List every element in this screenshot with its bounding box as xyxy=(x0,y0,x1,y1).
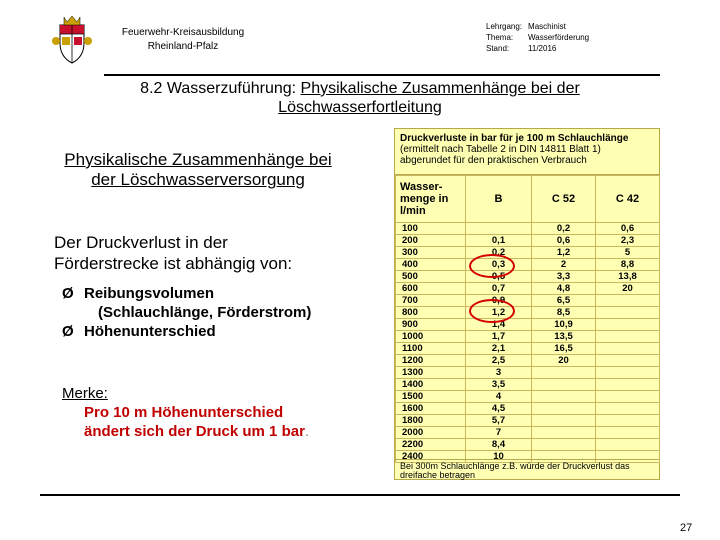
table-cell: 0,1 xyxy=(466,235,532,247)
table-cell: 2,5 xyxy=(466,355,532,367)
table-cell xyxy=(532,379,596,391)
org-line-2: Rheinland-Pfalz xyxy=(147,41,219,52)
table-cell: 10 xyxy=(466,451,532,463)
slide-title xyxy=(40,79,680,117)
table-cell xyxy=(532,367,596,379)
table-cell: 1100 xyxy=(396,343,466,355)
table-cell xyxy=(596,415,660,427)
table-cell: 0,5 xyxy=(466,271,532,283)
table-row xyxy=(396,235,660,247)
table-cell xyxy=(532,403,596,415)
meta-label: Stand: xyxy=(486,44,510,53)
org-line-1: Feuerwehr-Kreisausbildung xyxy=(121,27,245,38)
table-cell: 5 xyxy=(596,247,660,259)
table-cell: 4,8 xyxy=(532,283,596,295)
table-cell: 1,2 xyxy=(466,307,532,319)
table-cell: 1600 xyxy=(396,403,466,415)
table-cell: 1500 xyxy=(396,391,466,403)
table-row xyxy=(396,439,660,451)
table-cell: 0,2 xyxy=(466,247,532,259)
intro-line-2: Förderstrecke ist abhängig von: xyxy=(54,254,293,273)
intro-line-1: Der Druckverlust in der xyxy=(54,233,228,252)
column-header-line: menge in xyxy=(400,193,449,205)
table-heading-line-1: Druckverluste in bar für je 100 m Schlauchlänge xyxy=(400,133,629,144)
table-cell: 16,5 xyxy=(532,343,596,355)
table-row xyxy=(396,259,660,271)
meta-value: 11/2016 xyxy=(528,44,557,53)
table-cell: 6,5 xyxy=(532,295,596,307)
pressure-loss-table xyxy=(394,128,660,480)
title-prefix: 8.2 Wasserzuführung: xyxy=(140,80,301,97)
table-cell: 2000 xyxy=(396,427,466,439)
table-cell: 900 xyxy=(396,319,466,331)
table-row xyxy=(396,331,660,343)
table-cell: 600 xyxy=(396,283,466,295)
column-header-line: Wasser- xyxy=(400,181,443,193)
table-row xyxy=(396,367,660,379)
meta-label: Thema: xyxy=(486,33,514,42)
table-cell: 2400 xyxy=(396,451,466,463)
table-row xyxy=(396,283,660,295)
rheinland-pfalz-crest-icon xyxy=(50,13,94,65)
merke-end: . xyxy=(304,423,310,440)
intro-text xyxy=(54,232,292,274)
footnote-line-2: dreifache betragen xyxy=(400,470,476,480)
table-cell: 2 xyxy=(532,259,596,271)
table-header-row xyxy=(396,176,660,223)
table-cell: 4,5 xyxy=(466,403,532,415)
merke-line-1: Pro 10 m Höhenunterschied xyxy=(84,404,284,421)
column-header xyxy=(396,176,466,223)
table-cell xyxy=(596,295,660,307)
table-cell: 2,3 xyxy=(596,235,660,247)
table-cell xyxy=(596,379,660,391)
table-row xyxy=(396,295,660,307)
bullet-item xyxy=(62,284,311,303)
table-row xyxy=(396,247,660,259)
table-cell: 800 xyxy=(396,307,466,319)
bullet-text: Höhenunterschied xyxy=(84,323,216,340)
organisation-name xyxy=(108,26,258,54)
table-cell: 1,7 xyxy=(466,331,532,343)
subtitle-line-2: der Löschwasserversorgung xyxy=(91,170,305,189)
table-row xyxy=(396,319,660,331)
table-cell: 3,5 xyxy=(466,379,532,391)
table-cell: 2200 xyxy=(396,439,466,451)
table-cell: 0,6 xyxy=(596,223,660,235)
table-row xyxy=(396,355,660,367)
table-cell xyxy=(596,307,660,319)
table-row xyxy=(396,427,660,439)
footer-divider xyxy=(40,494,680,496)
table-cell: 1,4 xyxy=(466,319,532,331)
table-cell xyxy=(532,439,596,451)
table-row xyxy=(396,415,660,427)
course-meta xyxy=(486,21,595,54)
table-cell xyxy=(596,331,660,343)
table-row xyxy=(396,391,660,403)
column-header: B xyxy=(466,176,532,223)
table-cell: 100 xyxy=(396,223,466,235)
subtitle-line-1: Physikalische Zusammenhänge bei xyxy=(64,150,332,169)
table-cell: 500 xyxy=(396,271,466,283)
table-cell: 1200 xyxy=(396,355,466,367)
page-number: 27 xyxy=(680,522,693,534)
footnote-line-1: Bei 300m Schlauchlänge z.B. würde der Druckverlust das xyxy=(400,461,630,471)
table-cell: 13,8 xyxy=(596,271,660,283)
table-cell: 20 xyxy=(532,355,596,367)
table-cell: 0,9 xyxy=(466,295,532,307)
table-cell xyxy=(532,391,596,403)
table-cell xyxy=(596,427,660,439)
title-underlined-b: Löschwasserfortleitung xyxy=(278,99,442,116)
table-cell: 10,9 xyxy=(532,319,596,331)
table-cell: 8,5 xyxy=(532,307,596,319)
table-cell: 0,2 xyxy=(532,223,596,235)
bullet-text-cont: (Schlauchlänge, Förderstrom) xyxy=(98,304,312,321)
meta-value: Wasserförderung xyxy=(528,33,590,42)
table-cell: 300 xyxy=(396,247,466,259)
table-cell: 5,7 xyxy=(466,415,532,427)
table-heading-line-2: (ermittelt nach Tabelle 2 in DIN 14811 Blatt 1) xyxy=(400,144,601,155)
table-cell xyxy=(596,355,660,367)
header-divider xyxy=(104,74,660,76)
table-cell: 8,8 xyxy=(596,259,660,271)
table-row xyxy=(396,379,660,391)
table-cell: 3,3 xyxy=(532,271,596,283)
table-cell xyxy=(596,343,660,355)
table-cell: 1300 xyxy=(396,367,466,379)
table-cell: 8,4 xyxy=(466,439,532,451)
table-footnote xyxy=(395,459,659,479)
table-cell xyxy=(596,391,660,403)
table-row xyxy=(396,271,660,283)
table-cell: 1400 xyxy=(396,379,466,391)
highlight-circle xyxy=(469,254,515,278)
highlight-circle xyxy=(469,299,515,323)
table-cell xyxy=(532,415,596,427)
column-header-line: l/min xyxy=(400,205,426,217)
table-cell xyxy=(596,439,660,451)
table-cell: 3 xyxy=(466,367,532,379)
merke-label: Merke: xyxy=(62,385,108,402)
table-cell: 1800 xyxy=(396,415,466,427)
table-cell: 20 xyxy=(596,283,660,295)
table-cell xyxy=(532,427,596,439)
meta-label: Lehrgang: xyxy=(486,22,523,31)
title-underlined-a: Physikalische Zusammenhänge bei der xyxy=(300,80,580,97)
table-row xyxy=(396,223,660,235)
merke-line-2-text: ändert sich der Druck um 1 bar xyxy=(84,423,305,440)
meta-value: Maschinist xyxy=(528,22,566,31)
table-cell: 0,6 xyxy=(532,235,596,247)
table-cell: 0,7 xyxy=(466,283,532,295)
table-grid xyxy=(395,175,660,463)
table-cell: 13,5 xyxy=(532,331,596,343)
table-cell xyxy=(596,319,660,331)
table-cell: 0,3 xyxy=(466,259,532,271)
bullet-list xyxy=(62,284,311,341)
bullet-text: Reibungsvolumen xyxy=(84,285,215,302)
bullet-arrow-icon: Ø xyxy=(62,285,74,302)
merke-line-2 xyxy=(62,422,309,441)
table-cell: 400 xyxy=(396,259,466,271)
table-row xyxy=(396,343,660,355)
table-cell: 2,1 xyxy=(466,343,532,355)
table-cell: 7 xyxy=(466,427,532,439)
table-cell xyxy=(596,403,660,415)
table-heading xyxy=(395,129,659,175)
bullet-item xyxy=(62,322,311,341)
table-cell: 1000 xyxy=(396,331,466,343)
table-row xyxy=(396,307,660,319)
table-cell: 1,2 xyxy=(532,247,596,259)
table-cell: 4 xyxy=(466,391,532,403)
table-row xyxy=(396,403,660,415)
table-cell xyxy=(596,367,660,379)
merke-note xyxy=(62,384,309,441)
column-header: C 52 xyxy=(532,176,596,223)
column-header: C 42 xyxy=(596,176,660,223)
table-cell: 700 xyxy=(396,295,466,307)
bullet-arrow-icon: Ø xyxy=(62,323,74,340)
table-cell: 200 xyxy=(396,235,466,247)
subtitle xyxy=(26,150,370,190)
table-heading-line-3: abgerundet für den praktischen Verbrauch xyxy=(400,155,587,166)
table-cell xyxy=(466,223,532,235)
table-body xyxy=(396,223,660,463)
